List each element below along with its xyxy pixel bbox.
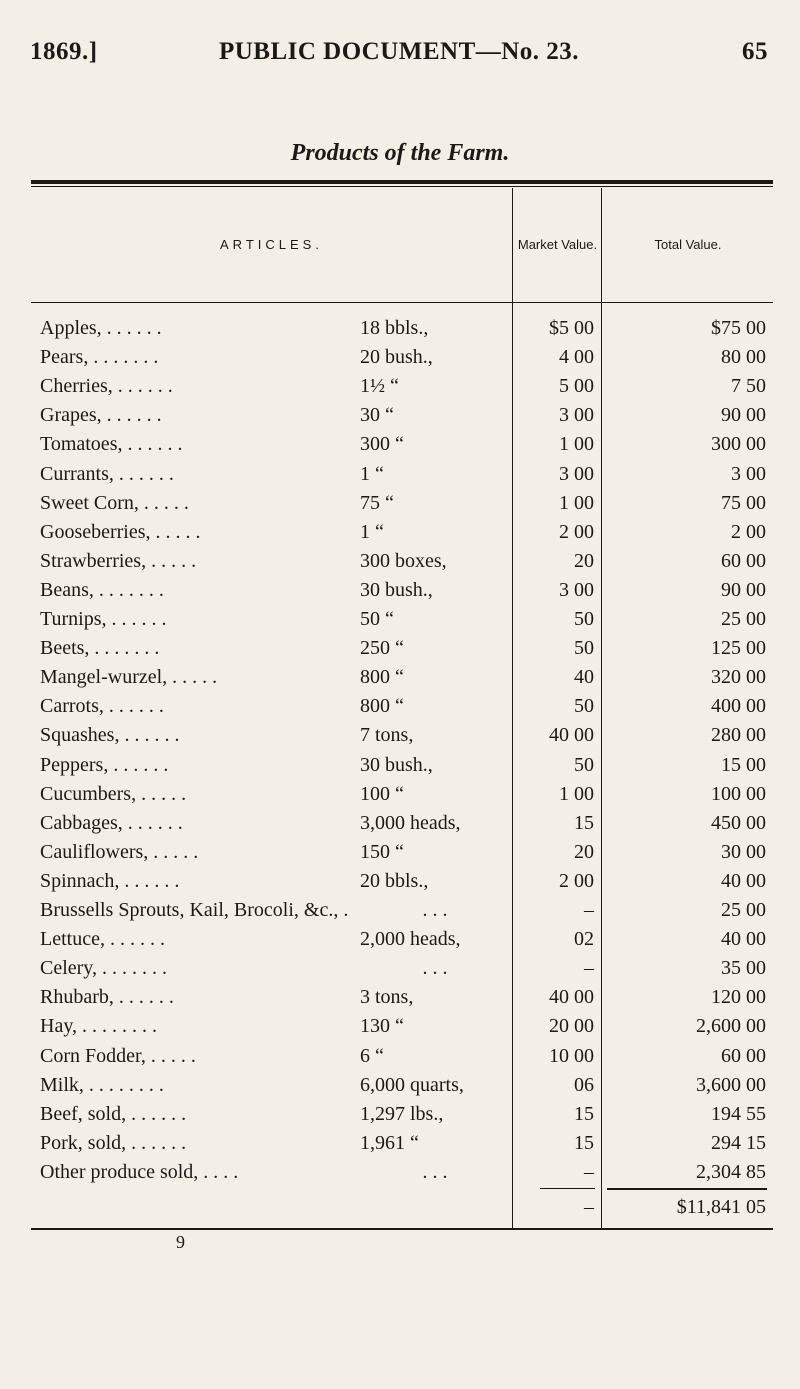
- article-quantity: 250 “: [360, 637, 404, 660]
- table-row: [0, 459, 800, 489]
- article-quantity: . . .: [422, 1160, 448, 1183]
- signature-mark: 9: [176, 1232, 185, 1252]
- table-row: [0, 691, 800, 721]
- table-row: [0, 895, 800, 925]
- table-row: [0, 1070, 800, 1100]
- article-quantity: 130 “: [360, 1015, 404, 1038]
- article-quantity: 30 bush.,: [360, 753, 433, 776]
- table-row: [0, 982, 800, 1012]
- article-quantity: 800 “: [360, 695, 404, 718]
- article-total-value: 75 00: [721, 491, 766, 514]
- article-market-value: –: [584, 899, 594, 921]
- article-total-value: 2 00: [731, 520, 766, 543]
- article-market-value: $5 00: [549, 317, 594, 339]
- article-quantity: 30 bush.,: [360, 578, 433, 601]
- table-row: [0, 400, 800, 430]
- article-total-value: 120 00: [711, 986, 766, 1009]
- article-name: Strawberries, . . . . .: [40, 549, 197, 572]
- article-quantity: 300 boxes,: [360, 549, 447, 572]
- article-total-value: 7 50: [731, 375, 766, 398]
- article-total-value: 294 15: [711, 1131, 766, 1154]
- article-total-value: 35 00: [721, 957, 766, 980]
- article-quantity: 3 tons,: [360, 986, 414, 1009]
- article-name: Rhubarb, . . . . . .: [40, 986, 174, 1009]
- article-total-value: $75 00: [711, 317, 766, 339]
- article-market-value: 2 00: [559, 520, 594, 543]
- article-quantity: 50 “: [360, 608, 394, 630]
- article-total-value: 25 00: [721, 608, 766, 630]
- article-total-value: 3 00: [731, 462, 766, 485]
- running-header: [30, 38, 768, 78]
- article-quantity: 1,961 “: [360, 1131, 419, 1154]
- table-row: [0, 866, 800, 896]
- article-quantity: 7 tons,: [360, 724, 414, 747]
- article-market-value: 20 00: [549, 1015, 594, 1038]
- header-page-number: 65: [742, 38, 768, 65]
- table-row: [0, 1041, 800, 1071]
- article-market-value: 4 00: [559, 346, 594, 369]
- article-quantity: 1 “: [360, 462, 384, 485]
- table-row: [0, 750, 800, 780]
- table-row: [0, 371, 800, 401]
- article-market-value: 20: [574, 840, 594, 863]
- article-market-value: 1 00: [559, 491, 594, 514]
- top-rule-thick: [31, 180, 773, 184]
- article-total-value: 320 00: [711, 666, 766, 689]
- article-market-value: 20: [574, 549, 594, 572]
- article-name: Beef, sold, . . . . . .: [40, 1102, 187, 1125]
- article-quantity: 3,000 heads,: [360, 811, 461, 834]
- article-quantity: 150 “: [360, 840, 404, 863]
- article-quantity: . . .: [422, 899, 448, 921]
- article-market-value: 50: [574, 753, 594, 776]
- article-name: Hay, . . . . . . . .: [40, 1015, 158, 1038]
- article-total-value: 60 00: [721, 549, 766, 572]
- article-quantity: . . .: [422, 957, 448, 980]
- article-quantity: 20 bbls.,: [360, 869, 429, 892]
- article-name: Apples, . . . . . .: [40, 317, 162, 339]
- column-header-total-value: Total Value.: [654, 237, 722, 252]
- article-total-value: 125 00: [711, 637, 766, 660]
- article-market-value: 1 00: [559, 433, 594, 456]
- article-market-value: 3 00: [559, 404, 594, 427]
- article-market-value: 3 00: [559, 578, 594, 601]
- article-name: Pork, sold, . . . . . .: [40, 1131, 187, 1154]
- article-quantity: 300 “: [360, 433, 404, 456]
- article-name: Cucumbers, . . . . .: [40, 782, 187, 805]
- article-quantity: 800 “: [360, 666, 404, 689]
- article-name: Mangel-wurzel, . . . . .: [40, 666, 218, 689]
- article-total-value: 2,304 85: [696, 1160, 766, 1183]
- table-row: [0, 429, 800, 459]
- article-total-value: 100 00: [711, 782, 766, 805]
- table-row: [0, 779, 800, 809]
- article-market-value: 40 00: [549, 986, 594, 1009]
- article-market-value: 06: [574, 1073, 594, 1096]
- table-row: [0, 1157, 800, 1187]
- article-name: Pears, . . . . . . .: [40, 346, 159, 369]
- header-year: 1869.]: [30, 38, 98, 65]
- article-quantity: 20 bush.,: [360, 346, 433, 369]
- article-name: Squashes, . . . . . .: [40, 724, 180, 747]
- article-total-value: 400 00: [711, 695, 766, 718]
- table-total-row: [0, 1192, 800, 1222]
- article-name: Beans, . . . . . . .: [40, 578, 164, 601]
- article-market-value: –: [584, 957, 594, 980]
- article-market-value: 2 00: [559, 869, 594, 892]
- article-name: Lettuce, . . . . . .: [40, 928, 165, 951]
- sum-rule-market: [540, 1188, 595, 1189]
- table-row: [0, 546, 800, 576]
- table-row: [0, 808, 800, 838]
- article-market-value: 50: [574, 695, 594, 718]
- article-market-value: 5 00: [559, 375, 594, 398]
- sum-rule-total: [607, 1188, 767, 1190]
- article-name: Beets, . . . . . . .: [40, 637, 160, 660]
- article-total-value: 194 55: [711, 1102, 766, 1125]
- article-total-value: 40 00: [721, 928, 766, 951]
- article-quantity: 6,000 quarts,: [360, 1073, 464, 1096]
- article-quantity: 30 “: [360, 404, 394, 427]
- article-market-value: 15: [574, 1102, 594, 1125]
- article-quantity: 1 “: [360, 520, 384, 543]
- article-total-value: 60 00: [721, 1044, 766, 1067]
- article-name: Celery, . . . . . . .: [40, 957, 168, 980]
- article-market-value: 1 00: [559, 782, 594, 805]
- article-name: Peppers, . . . . . .: [40, 753, 169, 776]
- column-header-market-value: Market Value.: [517, 237, 598, 252]
- article-name: Corn Fodder, . . . . .: [40, 1044, 196, 1067]
- article-total-value: 300 00: [711, 433, 766, 456]
- article-total-value: 90 00: [721, 404, 766, 427]
- article-total-value: 30 00: [721, 840, 766, 863]
- article-name: Grapes, . . . . . .: [40, 404, 162, 427]
- article-name: Cauliflowers, . . . . .: [40, 840, 199, 863]
- article-total-value: 2,600 00: [696, 1015, 766, 1038]
- article-total-value: 280 00: [711, 724, 766, 747]
- top-rule-thin: [31, 186, 773, 187]
- article-market-value: 3 00: [559, 462, 594, 485]
- article-name: Milk, . . . . . . . .: [40, 1073, 164, 1096]
- article-total-value: 40 00: [721, 869, 766, 892]
- article-total-value: 90 00: [721, 578, 766, 601]
- table-row: [0, 662, 800, 692]
- article-total-value: 450 00: [711, 811, 766, 834]
- article-quantity: 6 “: [360, 1044, 384, 1067]
- article-quantity: 2,000 heads,: [360, 928, 461, 951]
- table-row: [0, 1128, 800, 1158]
- article-total-value: 25 00: [721, 899, 766, 921]
- bottom-rule: [31, 1228, 773, 1230]
- table-row: [0, 1011, 800, 1041]
- article-market-value: 40: [574, 666, 594, 689]
- article-market-value: 50: [574, 608, 594, 630]
- article-name: Turnips, . . . . . .: [40, 608, 167, 630]
- table-row: [0, 837, 800, 867]
- article-market-value: 15: [574, 811, 594, 834]
- table-row: [0, 575, 800, 605]
- article-name: Currants, . . . . . .: [40, 462, 174, 485]
- table-row: [0, 313, 800, 343]
- total-market-value: –: [584, 1196, 594, 1218]
- article-total-value: 15 00: [721, 753, 766, 776]
- column-header-articles: ARTICLES.: [220, 237, 323, 252]
- article-name: Other produce sold, . . . .: [40, 1160, 239, 1183]
- table-row: [0, 517, 800, 547]
- article-quantity: 100 “: [360, 782, 404, 805]
- article-market-value: 15: [574, 1131, 594, 1154]
- article-market-value: 02: [574, 928, 594, 951]
- article-market-value: 50: [574, 637, 594, 660]
- article-name: Carrots, . . . . . .: [40, 695, 164, 718]
- article-market-value: –: [584, 1160, 594, 1183]
- header-document: PUBLIC DOCUMENT—No. 23.: [218, 38, 580, 65]
- grand-total-value: $11,841 05: [676, 1196, 766, 1218]
- article-quantity: 75 “: [360, 491, 394, 514]
- table-row: [0, 953, 800, 983]
- article-name: Sweet Corn, . . . . .: [40, 491, 189, 514]
- article-name: Tomatoes, . . . . . .: [40, 433, 183, 456]
- article-name: Gooseberries, . . . . .: [40, 520, 201, 543]
- article-market-value: 10 00: [549, 1044, 594, 1067]
- table-row: [0, 924, 800, 954]
- article-market-value: 40 00: [549, 724, 594, 747]
- article-name: Cherries, . . . . . .: [40, 375, 173, 398]
- table-row: [0, 488, 800, 518]
- header-bottom-rule: [31, 302, 773, 303]
- table-title: Products of the Farm.: [290, 140, 510, 166]
- article-total-value: 80 00: [721, 346, 766, 369]
- article-total-value: 3,600 00: [696, 1073, 766, 1096]
- article-quantity: 1½ “: [360, 375, 399, 398]
- article-quantity: 1,297 lbs.,: [360, 1102, 444, 1125]
- article-quantity: 18 bbls.,: [360, 317, 429, 339]
- article-name: Cabbages, . . . . . .: [40, 811, 183, 834]
- table-row: [0, 342, 800, 372]
- table-row: [0, 604, 800, 634]
- article-name: Spinnach, . . . . . .: [40, 869, 180, 892]
- table-row: [0, 1099, 800, 1129]
- table-row: [0, 633, 800, 663]
- article-name: Brussells Sprouts, Kail, Brocoli, &c., .: [40, 899, 349, 921]
- table-row: [0, 720, 800, 750]
